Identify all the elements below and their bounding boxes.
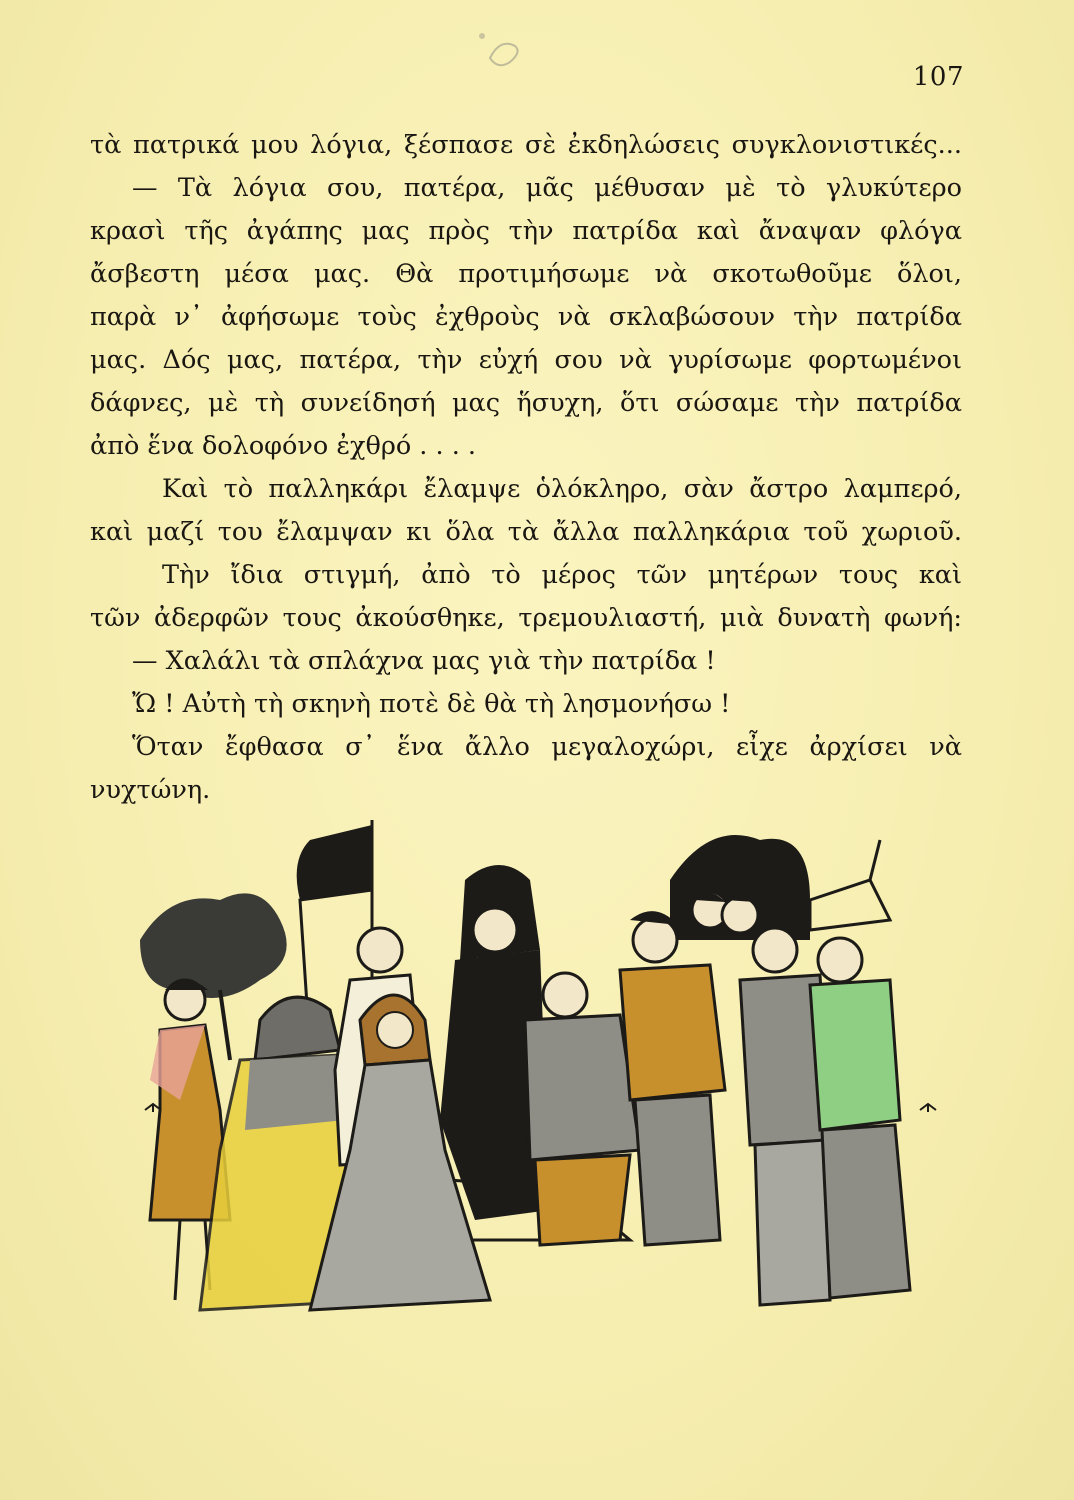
text-line-2: — Τὰ λόγια σου, πατέρα, μᾶς μέθυσαν μὲ τὸ γλυκύτερο: [132, 173, 962, 203]
text-line-9: Καὶ τὸ παλληκάρι ἔλαμψε ὁλόκληρο, σὰν ἄστρο λαμπερό,: [162, 474, 962, 504]
village-crowd-illustration: [110, 820, 970, 1410]
text-line-4: ἄσβεστη μέσα μας. Θὰ προτιμήσωμε νὰ σκοτωθοῦμε ὅλοι,: [90, 259, 962, 289]
text-line-6: μας. Δός μας, πατέρα, τὴν εὐχή σου νὰ γυρίσωμε φορτωμένοι: [90, 345, 962, 375]
text-line-13: — Χαλάλι τὰ σπλάχνα μας γιὰ τὴν πατρίδα !: [132, 646, 716, 676]
ink-smudge: [470, 28, 540, 78]
text-line-15: Ὅταν ἔφθασα σ᾽ ἕνα ἄλλο μεγαλοχώρι, εἶχε ἀρχίσει νὰ: [132, 732, 962, 762]
text-line-5: παρὰ ν᾽ ἀφήσωμε τοὺς ἐχθροὺς νὰ σκλαβώσουν τὴν πατρίδα: [90, 302, 962, 332]
text-line-7: δάφνες, μὲ τὴ συνείδησή μας ἥσυχη, ὅτι σώσαμε τὴν πατρίδα: [90, 388, 962, 418]
text-line-11: Τὴν ἴδια στιγμή, ἀπὸ τὸ μέρος τῶν μητέρων τους καὶ: [162, 560, 962, 590]
body-text: [90, 124, 962, 812]
text-line-8: ἀπὸ ἕνα δολοφόνο ἐχθρό . . . .: [90, 431, 477, 461]
text-line-14: Ὤ ! Αὐτὴ τὴ σκηνὴ ποτὲ δὲ θὰ τὴ λησμονήσω !: [132, 689, 731, 719]
text-line-1: τὰ πατρικά μου λόγια, ξέσπασε σὲ ἐκδηλώσεις συγκλονιστικές...: [90, 130, 962, 160]
text-line-16: νυχτώνη.: [90, 775, 211, 805]
text-line-10: καὶ μαζί του ἔλαμψαν κι ὅλα τὰ ἄλλα παλληκάρια τοῦ χωριοῦ.: [90, 517, 962, 547]
text-line-12: τῶν ἀδερφῶν τους ἀκούσθηκε, τρεμουλιαστή, μιὰ δυνατὴ φωνή:: [90, 603, 962, 633]
page-number: 107: [912, 62, 964, 92]
text-line-3: κρασὶ τῆς ἀγάπης μας πρὸς τὴν πατρίδα καὶ ἄναψαν φλόγα: [90, 216, 962, 246]
illustration-drawing: [110, 820, 970, 1410]
